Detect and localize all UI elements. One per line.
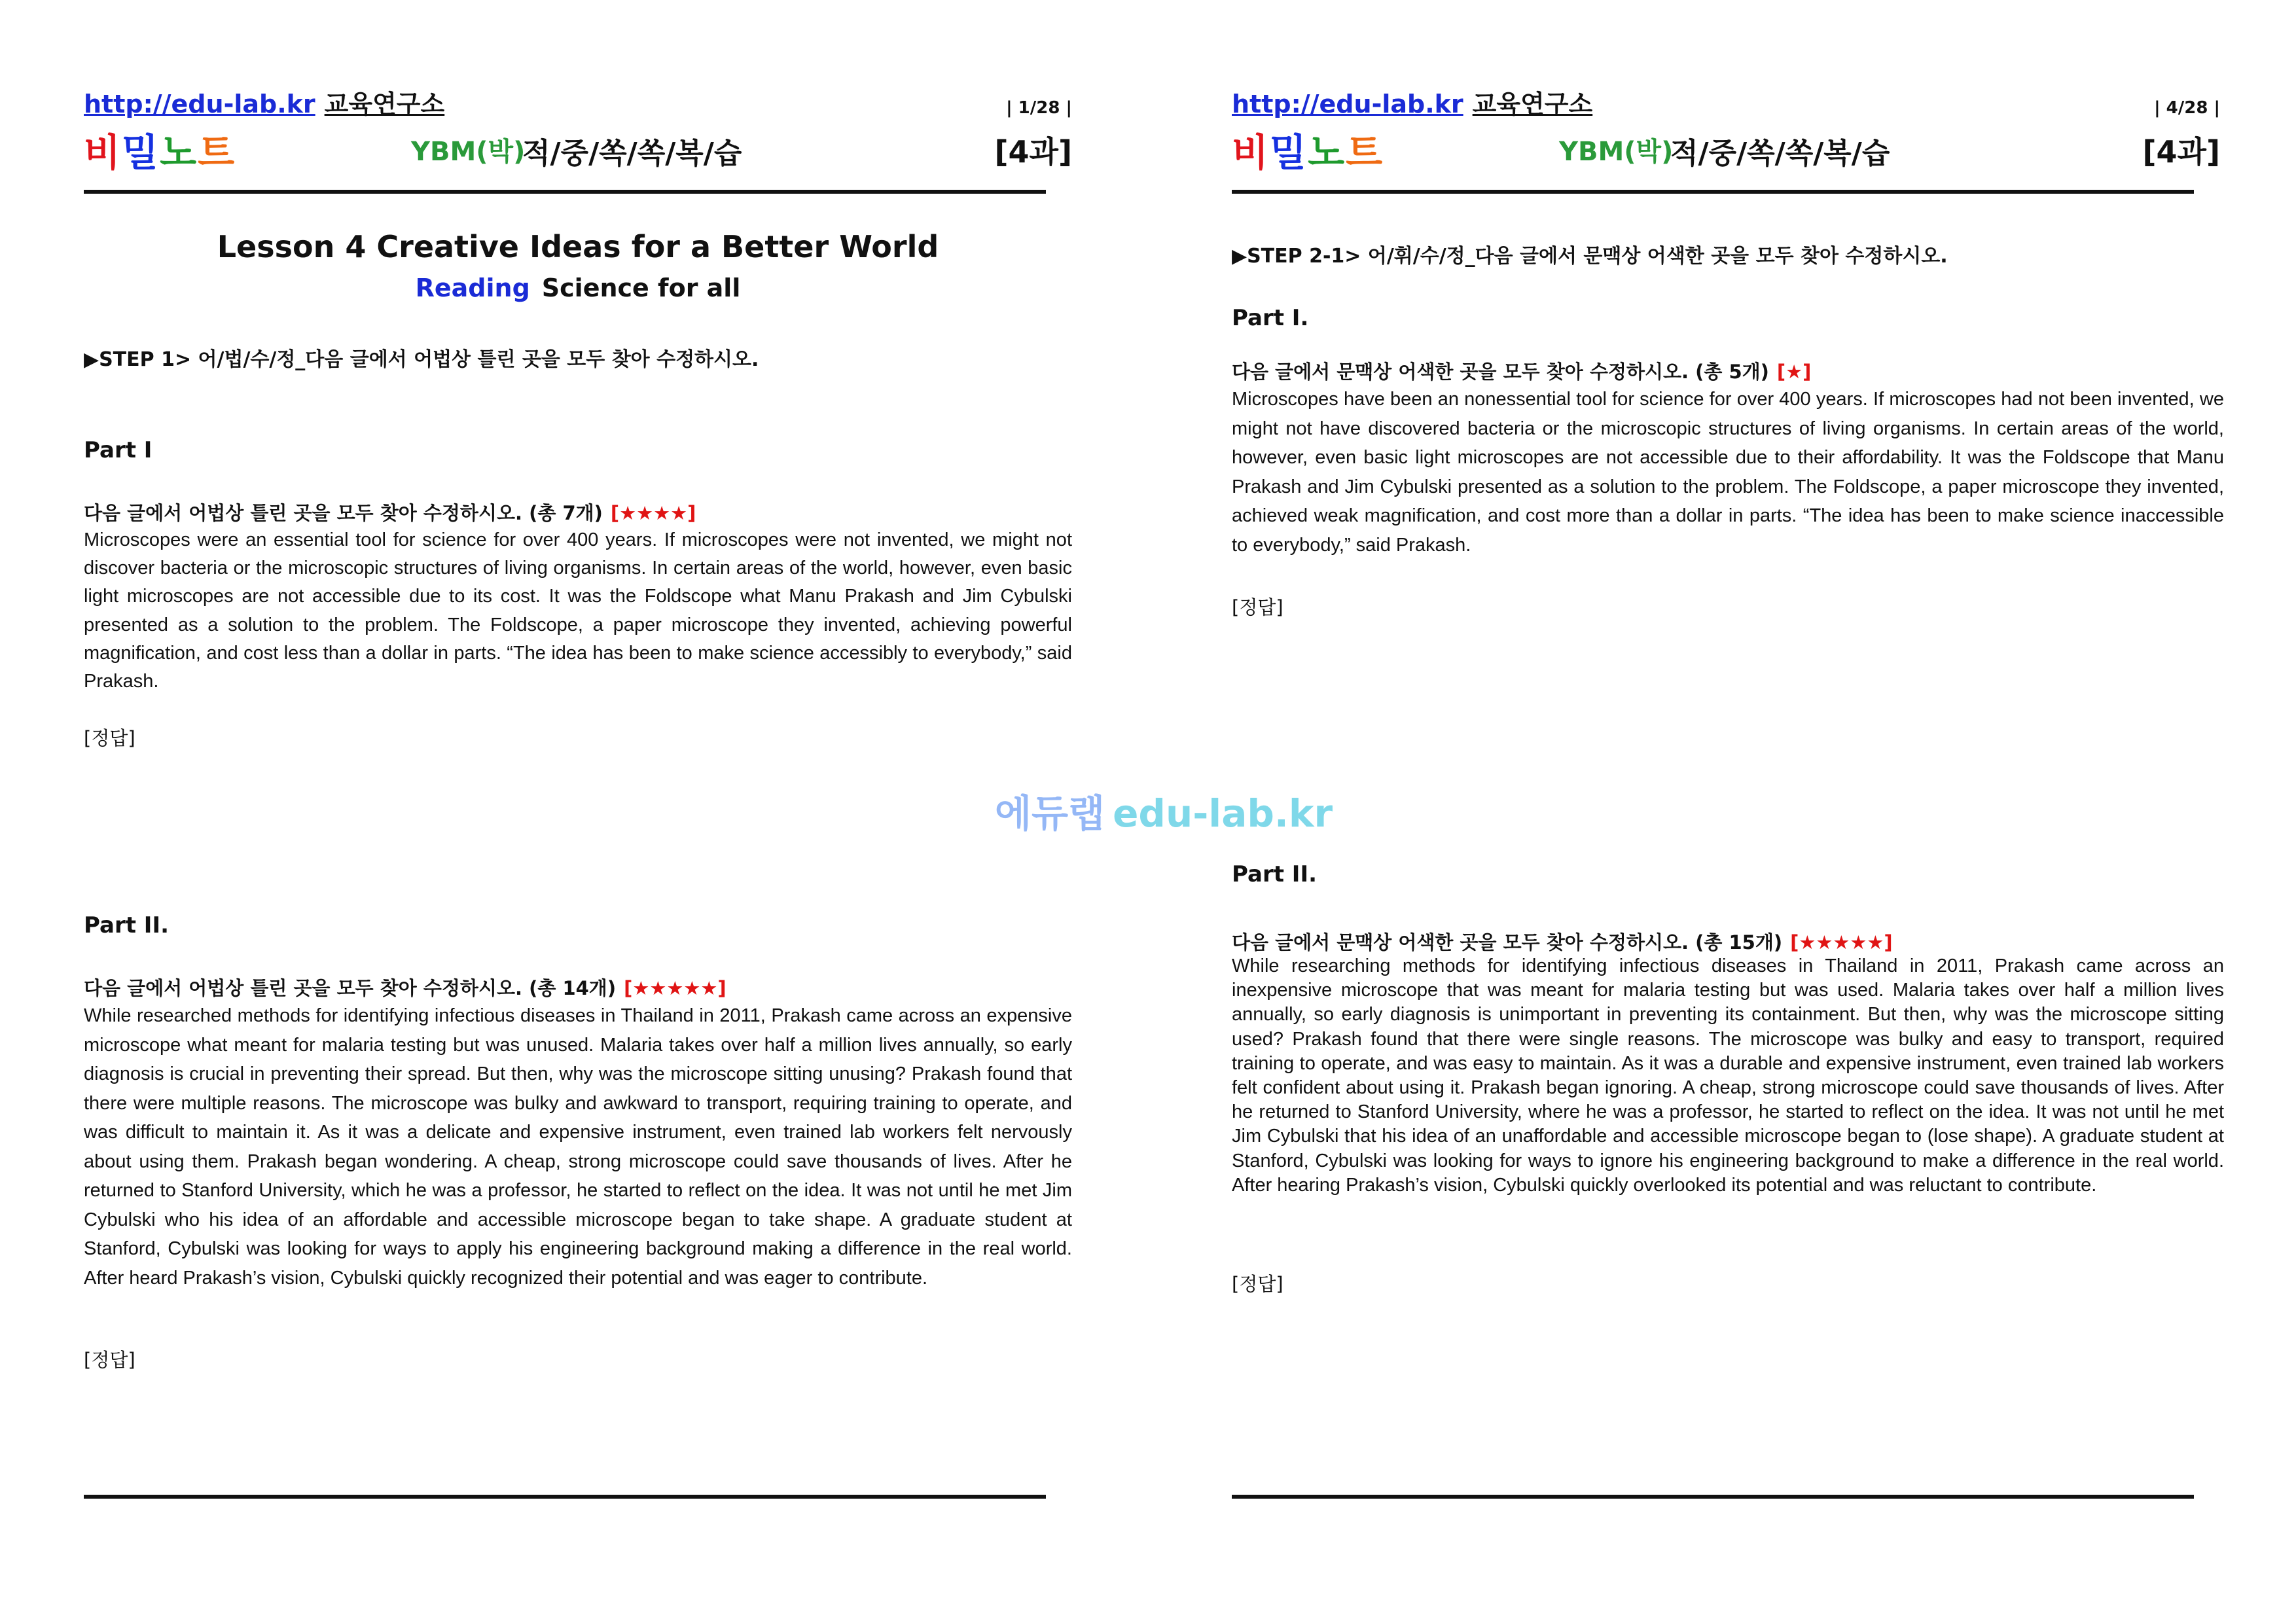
brand-char: 밀	[1270, 130, 1308, 175]
right-page-content	[1232, 0, 2224, 1623]
lesson-title: Lesson 4 Creative Ideas for a Better World	[217, 229, 939, 264]
question-text: 다음 글에서 문맥상 어색한 곳을 모두 찾아 수정하시오. (총 5개)	[1232, 361, 1769, 383]
footer-divider	[84, 1495, 1046, 1499]
lesson-number: [4과]	[2142, 134, 2220, 169]
part-1-title: Part I	[84, 437, 152, 463]
step-instruction: ▶STEP 1> 어/법/수/정_다음 글에서 어법상 틀린 곳을 모두 찾아 수정하시오.	[84, 348, 759, 371]
lesson-number: [4과]	[994, 134, 1072, 169]
part-2-question	[84, 974, 726, 1001]
part-1-question	[1232, 357, 1811, 384]
brand-char: 비	[1232, 130, 1270, 175]
org-name: 교육연구소	[1472, 90, 1593, 118]
site-url-link[interactable]: http://edu-lab.kr	[84, 90, 315, 118]
publisher-label: YBM(박)	[1559, 137, 1674, 167]
part-1-title: Part I.	[1232, 305, 1309, 331]
header-divider	[84, 190, 1046, 194]
header-url-line	[84, 84, 444, 120]
brand-char: 트	[1346, 130, 1384, 175]
question-text: 다음 글에서 어법상 틀린 곳을 모두 찾아 수정하시오. (총 14개)	[84, 977, 617, 999]
part-2-answer-label: [정답]	[1232, 1273, 1283, 1295]
brand-logo	[84, 122, 236, 177]
brand-logo	[1232, 122, 1384, 177]
footer-divider	[1232, 1495, 2194, 1499]
part-2-answer-label: [정답]	[84, 1349, 135, 1371]
org-name: 교육연구소	[324, 90, 445, 118]
part-1-answer-label: [정답]	[1232, 596, 1283, 618]
difficulty-stars: [★★★★★]	[1790, 931, 1893, 954]
question-text: 다음 글에서 문맥상 어색한 곳을 모두 찾아 수정하시오. (총 15개)	[1232, 931, 1783, 954]
page-number: | 4/28 |	[2154, 98, 2220, 118]
header-divider	[1232, 190, 2194, 194]
part-1-answer-label: [정답]	[84, 727, 135, 749]
part-1-question	[84, 499, 696, 526]
part-2-title: Part II.	[1232, 861, 1318, 887]
part-2-title: Part II.	[84, 912, 170, 938]
watermark-korean: 에듀랩	[995, 791, 1105, 836]
question-text: 다음 글에서 어법상 틀린 곳을 모두 찾아 수정하시오. (총 7개)	[84, 502, 603, 524]
part-2-passage: While researched methods for identifying infectious diseases in Thailand in 2011, Prakash came across an expensive microscope what meant for malaria testing but was unused. Malaria takes over half a million lives annually, so early diagnosis is crucial in preventing their spread. But then, why was the microscope sitting unusing? Prakash found that there were multiple reasons. The microscope was bulky and awkward to transport, requiring training to operate, and was difficult to maintain it. As it was a delicate and expensive instrument, even trained lab workers felt nervously about using them. Prakash began wondering. A cheap, strong microscope could save thousands of lives. After he returned to Stanford University, which he was a professor, he started to reflect on the idea. It was not until he met Jim Cybulski who his idea of an affordable and accessible microscope began to take shape. A graduate student at Stanford, Cybulski was looking for ways to apply his engineering background making a difference in the real world. After heard Prakash’s vision, Cybulski quickly recognized their potential and was eager to contribute.	[84, 1005, 1072, 1289]
part-2-question	[1232, 928, 1893, 955]
part-2-passage: While researching methods for identifying infectious diseases in Thailand in 2011, Prakash came across an inexpensive microscope that was meant for malaria testing but was used. Malaria takes over half a million lives annually, so early diagnosis is unimportant in preventing its containment. But then, why was the microscope sitting used? Prakash found that there were single reasons. The microscope was bulky and easy to transport, required training to operate, and was easy to maintain. As it was a durable and expensive instrument, even trained lab workers felt confident about using it. Prakash began ignoring. A cheap, strong microscope could save thousands of lives. After he returned to Stanford University, where he was a professor, he started to reflect on the idea. It was not until he met Jim Cybulski that his idea of an unaffordable and accessible microscope began to (lose shape). A graduate student at Stanford, Cybulski was looking for ways to ignore his engineering background to make a difference in the real world. After hearing Prakash’s vision, Cybulski quickly overlooked its potential and was reluctant to contribute.	[1232, 955, 2224, 1196]
brand-char: 노	[1308, 130, 1346, 175]
part-1-passage: Microscopes were an essential tool for science for over 400 years. If microscopes were not invented, we might not discover bacteria or the microscopic structures of living organisms. In certain areas of the world, however, even basic light microscopes are not accessible due to its cost. It was the Foldscope what Manu Prakash and Jim Cybulski presented as a solution to the problem. The Foldscope, a paper microscope they invented, achieving powerful magnification, and cost less than a dollar in parts. “The idea has been to make science accessibly to everybody,” said Prakash.	[84, 529, 1072, 692]
reading-subtitle: Science for all	[541, 274, 741, 302]
difficulty-stars: [★★★★★]	[624, 977, 726, 999]
task-label: 적/중/쏙/쏙/복/습	[1670, 137, 1890, 170]
watermark	[995, 783, 1333, 838]
publisher-label: YBM(박)	[411, 137, 526, 167]
difficulty-stars: [★★★★]	[610, 502, 696, 524]
reading-title	[84, 274, 1072, 302]
header-url-line	[1232, 84, 1592, 120]
task-label: 적/중/쏙/쏙/복/습	[522, 137, 742, 170]
brand-char: 비	[84, 130, 122, 175]
watermark-english: edu-lab.kr	[1113, 791, 1333, 836]
step-instruction: ▶STEP 2-1> 어/휘/수/정_다음 글에서 문맥상 어색한 곳을 모두 찾아 수정하시오.	[1232, 245, 1948, 268]
site-url-link[interactable]: http://edu-lab.kr	[1232, 90, 1463, 118]
page-number: | 1/28 |	[1006, 98, 1072, 118]
left-page-content	[84, 0, 1072, 1623]
part-1-passage: Microscopes have been an nonessential tool for science for over 400 years. If microscopes had not been invented, we might not have discovered bacteria or the microscopic structures of living organisms. In certain areas of the world, however, even basic light microscopes are not accessible due to their affordability. It was the Foldscope that Manu Prakash and Jim Cybulski presented as a solution to the problem. The Foldscope, a paper microscope they invented, achieved weak magnification, and cost more than a dollar in parts. “The idea has been to make science inaccessible to everybody,” said Prakash.	[1232, 389, 2224, 556]
brand-char: 트	[198, 130, 236, 175]
reading-label: Reading	[415, 274, 530, 302]
brand-char: 밀	[122, 130, 160, 175]
brand-char: 노	[160, 130, 198, 175]
difficulty-stars: [★]	[1776, 361, 1812, 383]
